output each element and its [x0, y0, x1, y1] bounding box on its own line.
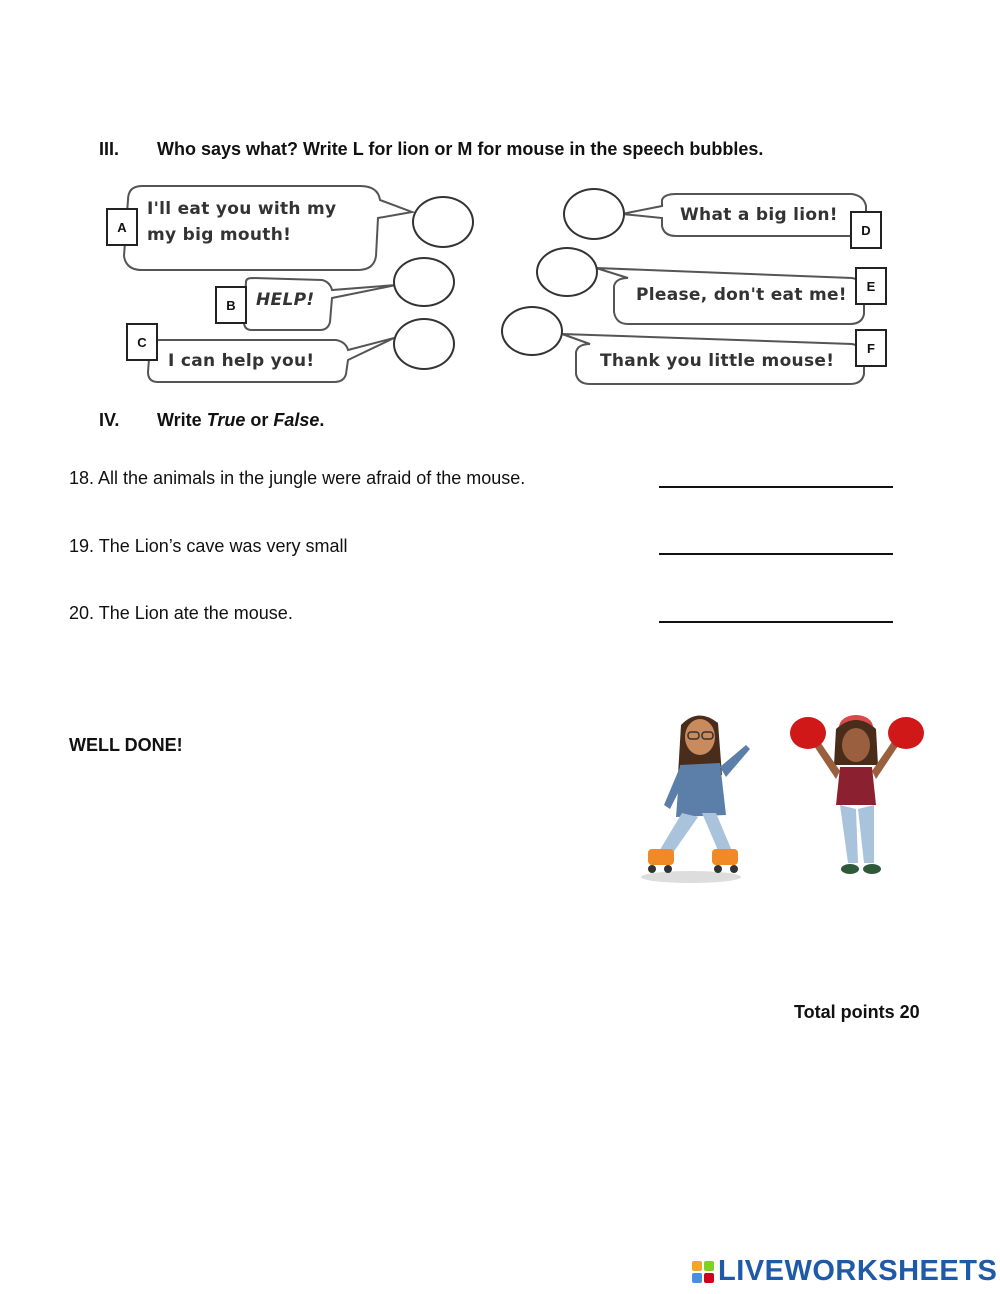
bubble-label-a: A	[106, 208, 138, 246]
bubble-label-e: E	[855, 267, 887, 305]
bubble-a-line-2: my big mouth!	[147, 225, 292, 245]
answer-circle-a[interactable]	[412, 196, 474, 248]
liveworksheets-logo-text: LIVEWORKSHEETS	[718, 1255, 998, 1287]
bubble-e-text: Please, don't eat me!	[636, 285, 847, 305]
well-done-text: WELL DONE!	[69, 735, 183, 755]
section-4-title-end: .	[319, 410, 325, 430]
bubble-b-text: HELP!	[256, 290, 315, 310]
answer-line-20[interactable]	[659, 621, 893, 623]
section-4-title-prefix: Write	[157, 410, 207, 430]
skater-girl-figure	[641, 715, 750, 883]
bubble-label-b: B	[215, 286, 247, 324]
liveworksheets-logo-icon	[692, 1261, 714, 1283]
answer-circle-b[interactable]	[393, 257, 455, 307]
section-4-title-or: or	[245, 410, 274, 430]
liveworksheets-logo[interactable]	[692, 1255, 997, 1288]
bubble-label-f: F	[855, 329, 887, 367]
question-20: 20. The Lion ate the mouse.	[69, 603, 293, 623]
answer-circle-e[interactable]	[536, 247, 598, 297]
bubble-a-line-1: I'll eat you with my	[147, 199, 337, 219]
answer-circle-d[interactable]	[563, 188, 625, 240]
answer-line-18[interactable]	[659, 486, 893, 488]
total-points-text: Total points 20	[794, 1002, 920, 1022]
answer-line-19[interactable]	[659, 553, 893, 555]
bubble-label-c: C	[126, 323, 158, 361]
bubble-c-text: I can help you!	[168, 351, 315, 371]
question-18: 18. All the animals in the jungle were afraid of the mouse.	[69, 468, 526, 488]
answer-circle-c[interactable]	[393, 318, 455, 370]
question-19: 19. The Lion’s cave was very small	[69, 536, 348, 556]
bubble-f-text: Thank you little mouse!	[600, 351, 835, 371]
section-4-heading	[99, 410, 324, 431]
section-3-title: Who says what? Write L for lion or M for mouse in the speech bubbles.	[157, 139, 764, 159]
bubble-d-text: What a big lion!	[680, 205, 838, 225]
answer-circle-f[interactable]	[501, 306, 563, 356]
cartoon-characters-illustration	[636, 705, 946, 890]
boxing-girl-figure	[790, 715, 924, 874]
section-4-number: IV.	[99, 410, 120, 430]
section-4-title-false: False	[273, 410, 320, 430]
bubble-label-d: D	[850, 211, 882, 249]
section-3-number: III.	[99, 139, 120, 159]
section-4-title-true: True	[206, 410, 246, 430]
